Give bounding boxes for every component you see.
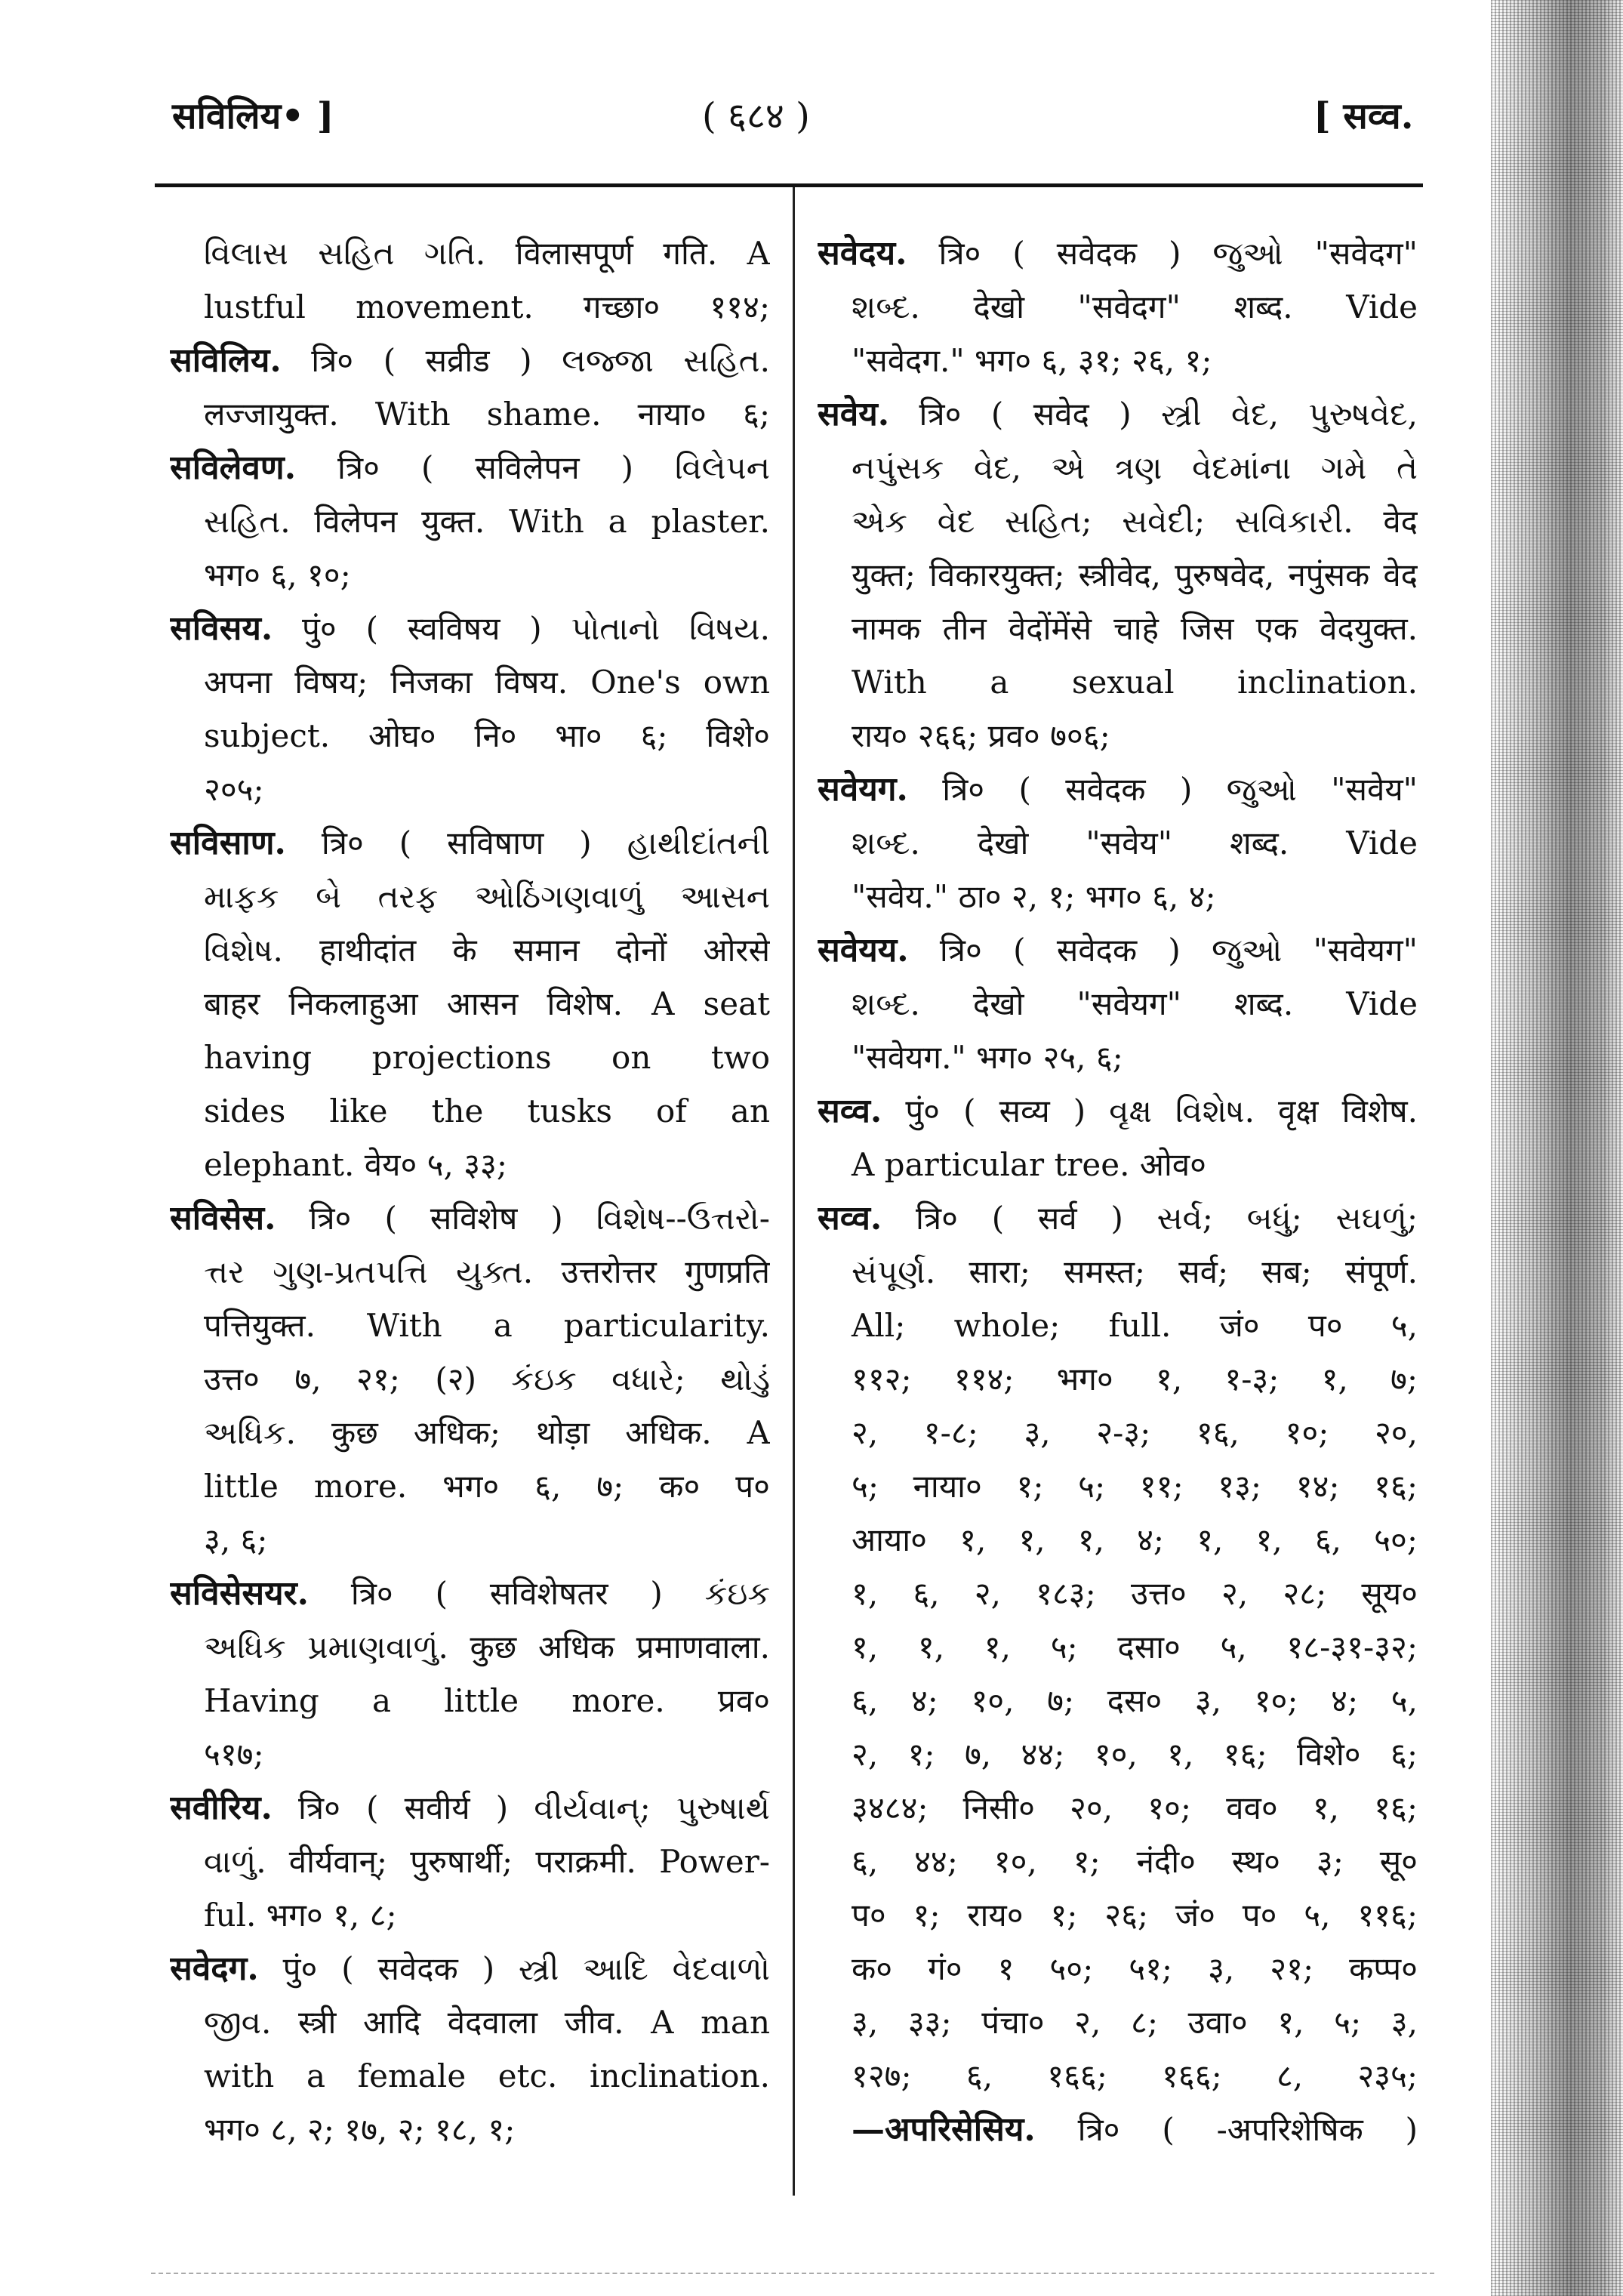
entry-text: શબ્દ. देखो "सवेयग" शब्द. Vide bbox=[852, 985, 1418, 1022]
entry-line bbox=[170, 495, 770, 548]
left-column bbox=[170, 227, 770, 2156]
entry-text: ६, ४४; १०, १; नंदी० स्थ० ३; सू० bbox=[852, 1843, 1418, 1880]
entry-line-headword bbox=[818, 387, 1418, 441]
headword: सवीरिय. bbox=[170, 1789, 273, 1827]
running-head-left: सविलिय• ] bbox=[172, 95, 334, 137]
headword: सवेयग. bbox=[818, 770, 908, 809]
entry-line-headword bbox=[170, 1781, 770, 1835]
entry-text: उत्त० ७, २१; (२) કંઇક વધારે; થોડું bbox=[204, 1361, 770, 1398]
page-number: ( ६८४ ) bbox=[702, 95, 810, 137]
entry-line bbox=[818, 1781, 1418, 1835]
entry-text: lustful movement. गच्छा० ११४; bbox=[204, 288, 770, 325]
column-divider bbox=[793, 187, 795, 2196]
entry-line bbox=[170, 655, 770, 709]
entry-text: sides like the tusks of an bbox=[204, 1093, 770, 1130]
entry-line bbox=[818, 1459, 1418, 1513]
headword: सवेदय. bbox=[818, 234, 907, 273]
entry-text: त्रि० ( सविलेपन ) વિલેપન bbox=[296, 449, 770, 486]
entry-text: पुं० ( सवेदक ) સ્ત્રી આદિ વેદવાળો bbox=[258, 1950, 770, 1987]
entry-text: त्रि० ( सवेदक ) જુઓ "सवेय" bbox=[907, 771, 1418, 808]
entry-text: ત્તર ગુણ-પ્રતપત્તિ યુક્ત. उत्तरोत्तर गुणप्रति bbox=[204, 1253, 770, 1290]
headword: सव्व. bbox=[818, 1199, 882, 1237]
header-rule bbox=[155, 183, 1423, 187]
entry-line bbox=[170, 870, 770, 923]
entry-text: having projections on two bbox=[204, 1039, 770, 1076]
entry-text: त्रि० ( सविशेषतर ) કંઇક bbox=[308, 1575, 770, 1612]
entry-line bbox=[818, 1245, 1418, 1299]
entry-text: subject. ओघ० नि० भा० ६; विशे० bbox=[204, 717, 770, 754]
entry-line bbox=[818, 870, 1418, 923]
headword: सविलिय. bbox=[170, 341, 282, 380]
entry-line-headword bbox=[170, 816, 770, 870]
entry-line bbox=[818, 1888, 1418, 1942]
entry-text: राय० २६६; प्रव० ७०६; bbox=[852, 717, 1110, 754]
entry-line bbox=[170, 709, 770, 763]
entry-line bbox=[818, 441, 1418, 495]
entry-line bbox=[818, 1835, 1418, 1888]
entry-text: નપુંસક વેદ, એ ત્રણ વેદમાંના ગમે તે bbox=[852, 449, 1418, 486]
entry-line bbox=[170, 387, 770, 441]
entry-text: युक्त; विकारयुक्त; स्त्रीवेद, पुरुषवेद, नपुंसक वेद bbox=[852, 556, 1418, 593]
entry-line bbox=[818, 1620, 1418, 1674]
entry-text: "सवेदग." भग० ६, ३१; २६, १; bbox=[852, 342, 1212, 379]
scanned-page-edge bbox=[1491, 0, 1623, 2296]
entry-line bbox=[818, 1727, 1418, 1781]
headword: —अपरिसेसिय. bbox=[852, 2110, 1036, 2149]
entry-line bbox=[170, 280, 770, 334]
entry-text: भग० ६, १०; bbox=[204, 556, 351, 593]
entry-text: ११२; ११४; भग० १, १-३; १, ७; bbox=[852, 1361, 1418, 1398]
entry-text: क० गं० १ ५०; ५१; ३, २१; कप्प० bbox=[852, 1950, 1418, 1987]
entry-text: २०५; bbox=[204, 771, 264, 808]
entry-line bbox=[170, 1459, 770, 1513]
entry-text: શબ્દ. देखो "सवेय" शब्द. Vide bbox=[852, 824, 1418, 861]
headword: सवेयय. bbox=[818, 931, 909, 969]
entry-line bbox=[818, 1352, 1418, 1406]
entry-line-headword bbox=[170, 334, 770, 387]
entry-text: त्रि० ( सव्रीड ) લજ્જા સહિત. bbox=[281, 342, 770, 379]
entry-line-headword bbox=[170, 1191, 770, 1245]
entry-line bbox=[818, 334, 1418, 387]
entry-line bbox=[170, 923, 770, 977]
entry-text: नामक तीन वेदोंमेंसे चाहे जिस एक वेदयुक्त. bbox=[852, 610, 1418, 647]
entry-text: એક વેદ સહિત; સવેદી; સવિકારી. वेद bbox=[852, 503, 1418, 540]
entry-line bbox=[170, 1084, 770, 1138]
entry-text: ५; नाया० १; ५; ११; १३; १४; १६; bbox=[852, 1468, 1418, 1505]
entry-line bbox=[170, 1299, 770, 1352]
entry-text: त्रि० ( सवेद ) સ્ત્રી વેદ, પુરુષવેદ, bbox=[889, 396, 1418, 433]
entry-text: ३, ३३; पंचा० २, ८; उवा० १, ५; ३, bbox=[852, 2004, 1418, 2041]
headword: सविसेसयर. bbox=[170, 1574, 309, 1613]
entry-text: સંપૂર્ણ. सारा; समस्त; सर्व; सब; संपूर्ण. bbox=[852, 1253, 1418, 1290]
entry-line bbox=[818, 1996, 1418, 2049]
entry-text: भग० ८, २; १७, २; १८, १; bbox=[204, 2111, 516, 2148]
entry-line bbox=[170, 1674, 770, 1727]
entry-text: With a sexual inclination. bbox=[852, 664, 1418, 701]
entry-text: अपना विषय; निजका विषय. One's own bbox=[204, 664, 770, 701]
entry-text: ful. भग० १, ८; bbox=[204, 1897, 397, 1934]
entry-line-headword bbox=[818, 763, 1418, 816]
entry-line-headword bbox=[818, 1084, 1418, 1138]
entry-line bbox=[818, 495, 1418, 548]
headword: सविसाण. bbox=[170, 824, 286, 862]
entry-text: સહિત. विलेपन युक्त. With a plaster. bbox=[204, 503, 770, 540]
entry-text: त्रि० ( सविशेष ) વિશેષ--ઉત્તરો- bbox=[276, 1200, 770, 1237]
entry-text: पुं० ( सव्य ) વૃક્ષ વિશેષ. वृक्ष विशेष. bbox=[882, 1093, 1418, 1130]
entry-text: જીવ. स्त्री आदि वेदवाला जीव. A man bbox=[204, 2004, 770, 2041]
entry-text: શબ્દ. देखो "सवेदग" शब्द. Vide bbox=[852, 288, 1418, 325]
entry-text: त्रि० ( सवेदक ) જુઓ "सवेयग" bbox=[908, 932, 1418, 969]
entry-text: વાળું. वीर्यवान्; पुरुषार्थी; पराक्रमी. Power- bbox=[204, 1843, 770, 1880]
entry-line bbox=[818, 1674, 1418, 1727]
entry-line bbox=[818, 1567, 1418, 1620]
headword: सव्व. bbox=[818, 1092, 882, 1130]
entry-line bbox=[818, 655, 1418, 709]
entry-text: त्रि० ( सर्व ) સર્વ; બધું; સઘળું; bbox=[882, 1200, 1418, 1237]
entry-text: लज्जायुक्त. With shame. नाया० ६; bbox=[204, 396, 770, 433]
entry-text: पुं० ( स्वविषय ) પોતાનો વિષય. bbox=[273, 610, 770, 647]
entry-line-headword bbox=[818, 2103, 1418, 2156]
entry-line bbox=[170, 1888, 770, 1942]
entry-text: त्रि० ( सवेदक ) જુઓ "सवेदग" bbox=[907, 235, 1418, 272]
entry-line bbox=[818, 280, 1418, 334]
entry-line bbox=[818, 602, 1418, 655]
entry-text: १, १, १, ५; दसा० ५, १८-३१-३२; bbox=[852, 1629, 1418, 1666]
entry-text: २, १-८; ३, २-३; १६, १०; २०, bbox=[852, 1414, 1418, 1451]
entry-line-headword bbox=[170, 1942, 770, 1996]
entry-line bbox=[818, 709, 1418, 763]
entry-line bbox=[818, 1942, 1418, 1996]
entry-line-headword bbox=[170, 1567, 770, 1620]
entry-line bbox=[818, 1513, 1418, 1567]
entry-text: little more. भग० ६, ७; क० प० bbox=[204, 1468, 770, 1505]
entry-line bbox=[170, 1138, 770, 1191]
entry-line bbox=[170, 1406, 770, 1459]
entry-text: વિશેષ. हाथीदांत के समान दोनों ओरसे bbox=[204, 932, 770, 969]
entry-line bbox=[818, 1406, 1418, 1459]
entry-text: १, ६, २, १८३; उत्त० २, २८; सूय० bbox=[852, 1575, 1418, 1612]
entry-text: आया० १, १, १, ४; १, १, ६, ५०; bbox=[852, 1521, 1418, 1558]
headword: सवेय. bbox=[818, 395, 890, 433]
entry-text: માફક બે તરફ ઓઠિંગણવાળું આસન bbox=[204, 878, 770, 915]
entry-text: २, १; ७, ४४; १०, १, १६; विशे० ६; bbox=[852, 1736, 1418, 1773]
entry-text: elephant. वेय० ५, ३३; bbox=[204, 1146, 508, 1183]
entry-text: ३, ६; bbox=[204, 1521, 268, 1558]
entry-text: त्रि० ( सविषाण ) હાથીદાંતની bbox=[285, 824, 770, 861]
entry-line bbox=[170, 1835, 770, 1888]
entry-text: बाहर निकलाहुआ आसन विशेष. A seat bbox=[204, 985, 770, 1022]
entry-text: અધિક પ્રમાણવાળું. कुछ अधिक प्रमाणवाला. bbox=[204, 1629, 770, 1666]
entry-line bbox=[818, 2049, 1418, 2103]
running-head-right: [ सव्व. bbox=[1313, 95, 1414, 137]
entry-line bbox=[170, 1245, 770, 1299]
entry-text: Having a little more. प्रव० bbox=[204, 1682, 770, 1719]
entry-text: વિલાસ સહિત ગતિ. विलासपूर्ण गति. A bbox=[204, 235, 770, 272]
entry-line bbox=[818, 1299, 1418, 1352]
entry-line-headword bbox=[818, 1191, 1418, 1245]
entry-line bbox=[170, 548, 770, 602]
entry-line bbox=[818, 977, 1418, 1031]
entry-text: All; whole; full. जं० प० ५, bbox=[852, 1307, 1418, 1344]
entry-line bbox=[818, 548, 1418, 602]
entry-text: पत्तियुक्त. With a particularity. bbox=[204, 1307, 770, 1344]
entry-text: "सवेय." ठा० २, १; भग० ६, ४; bbox=[852, 878, 1216, 915]
entry-line bbox=[818, 1031, 1418, 1084]
entry-line-headword bbox=[170, 602, 770, 655]
entry-text: ६, ४; १०, ७; दस० ३, १०; ४; ५, bbox=[852, 1682, 1418, 1719]
entry-text: "सवेयग." भग० २५, ६; bbox=[852, 1039, 1123, 1076]
entry-line bbox=[170, 1996, 770, 2049]
entry-line-headword bbox=[818, 923, 1418, 977]
headword: सविसेस. bbox=[170, 1199, 276, 1237]
headword: सविसय. bbox=[170, 609, 273, 648]
entry-text: અધિક. कुछ अधिक; थोड़ा अधिक. A bbox=[204, 1414, 770, 1451]
entry-line bbox=[170, 2049, 770, 2103]
entry-line bbox=[170, 763, 770, 816]
bottom-edge bbox=[151, 2273, 1434, 2274]
entry-text: ५१७; bbox=[204, 1736, 264, 1773]
entry-text: ३४८४; निसी० २०, १०; वव० १, १६; bbox=[852, 1789, 1418, 1826]
headword: सविलेवण. bbox=[170, 448, 297, 487]
entry-line bbox=[170, 1727, 770, 1781]
entry-text: १२७; ६, १६६; १६६; ८, २३५; bbox=[852, 2057, 1418, 2094]
entry-text: with a female etc. inclination. bbox=[204, 2057, 770, 2094]
entry-line bbox=[170, 1031, 770, 1084]
right-column bbox=[818, 227, 1418, 2156]
entry-line bbox=[818, 816, 1418, 870]
entry-text: त्रि० ( सवीर्य ) વીર્યવાન્; પુરુષાર્થ bbox=[272, 1789, 770, 1826]
entry-line bbox=[170, 1352, 770, 1406]
entry-line bbox=[170, 977, 770, 1031]
entry-text: त्रि० ( -अपरिशेषिक ) bbox=[1035, 2111, 1418, 2148]
entry-line bbox=[170, 1620, 770, 1674]
entry-text: A particular tree. ओव० bbox=[852, 1146, 1206, 1183]
entry-text: प० १; राय० १; २६; जं० प० ५, ११६; bbox=[852, 1897, 1418, 1934]
entry-line bbox=[818, 1138, 1418, 1191]
entry-line bbox=[170, 2103, 770, 2156]
entry-line bbox=[170, 1513, 770, 1567]
entry-line-headword bbox=[170, 441, 770, 495]
entry-line bbox=[170, 227, 770, 280]
entry-line-headword bbox=[818, 227, 1418, 280]
headword: सवेदग. bbox=[170, 1949, 259, 1988]
